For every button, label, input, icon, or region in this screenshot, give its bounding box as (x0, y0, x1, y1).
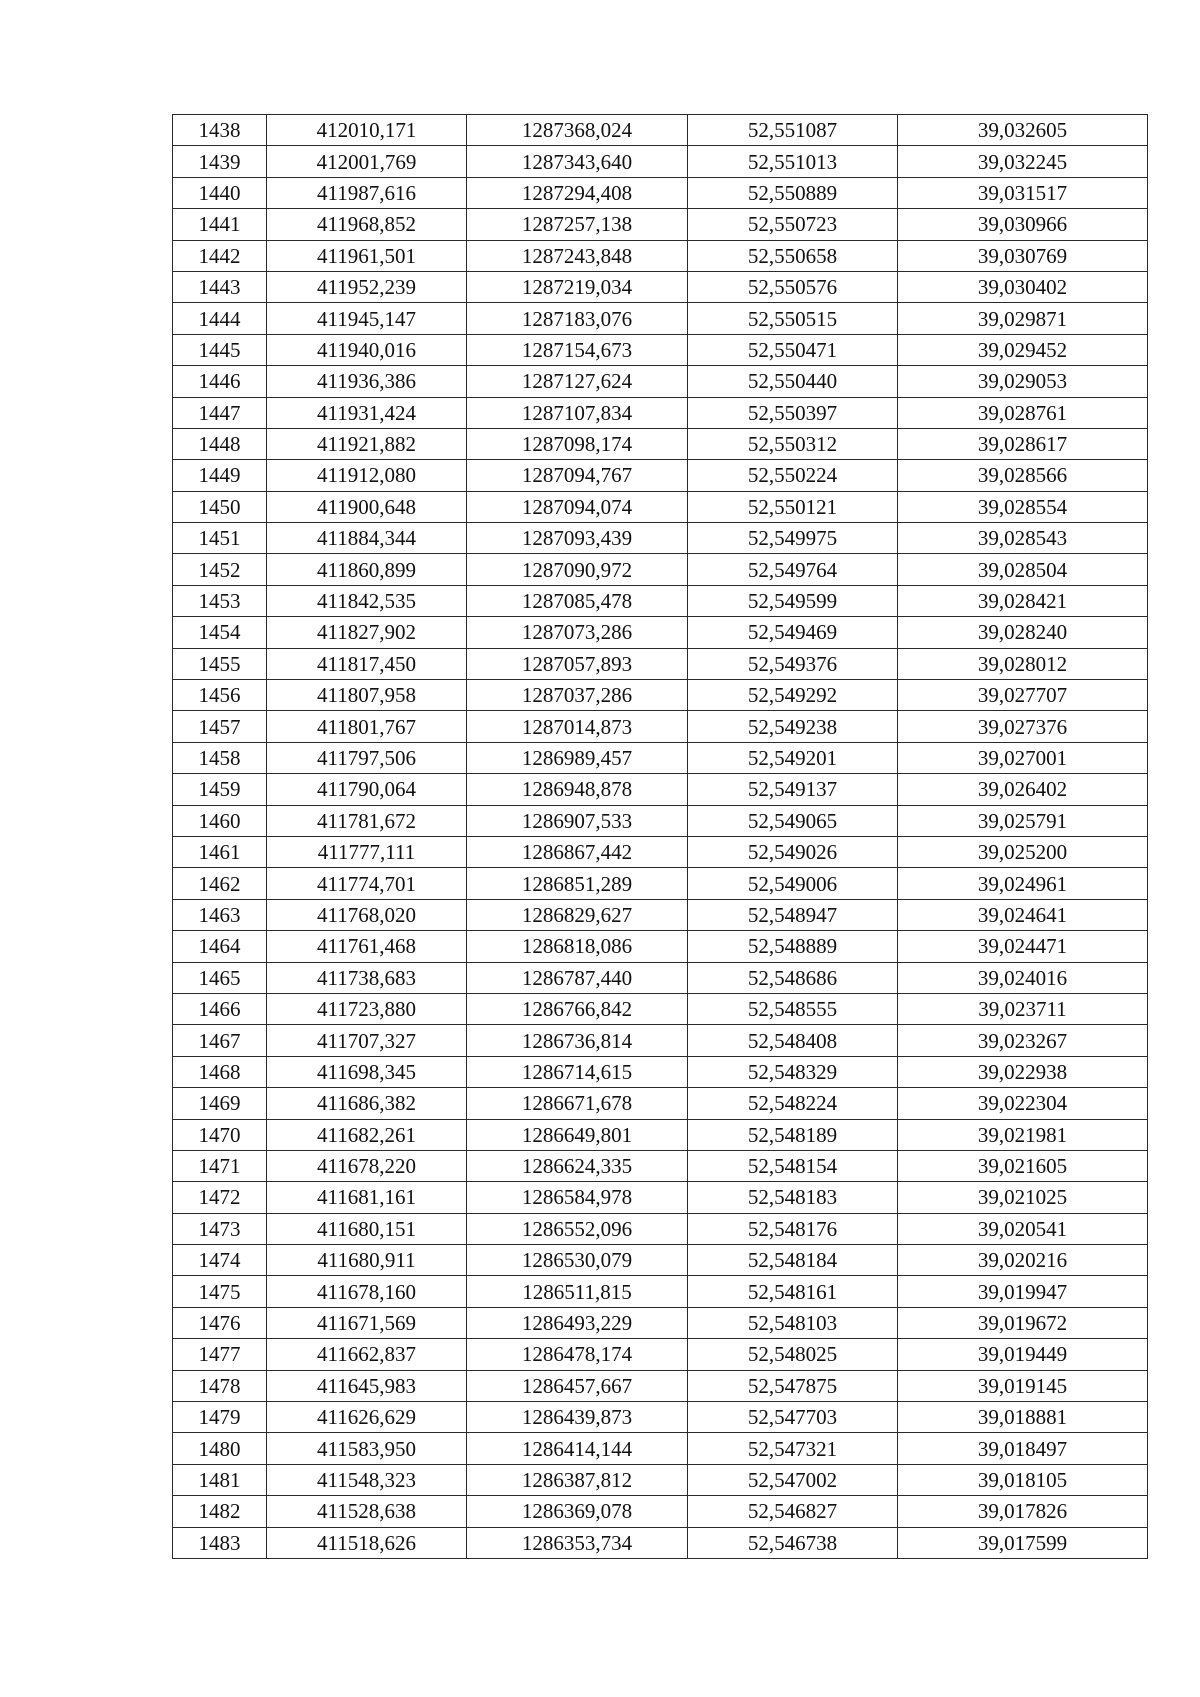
table-row (173, 397, 1148, 428)
longitude-cell: 39,028617 (898, 428, 1148, 459)
x-coordinate-cell: 411518,626 (267, 1527, 467, 1558)
latitude-cell: 52,551013 (688, 146, 898, 177)
latitude-cell: 52,548686 (688, 962, 898, 993)
point-number-cell: 1456 (173, 680, 267, 711)
point-number-cell: 1474 (173, 1245, 267, 1276)
longitude-cell: 39,026402 (898, 774, 1148, 805)
longitude-cell: 39,032605 (898, 115, 1148, 146)
latitude-cell: 52,550471 (688, 334, 898, 365)
table-row (173, 523, 1148, 554)
x-coordinate-cell: 411671,569 (267, 1307, 467, 1338)
x-coordinate-cell: 411761,468 (267, 931, 467, 962)
longitude-cell: 39,020541 (898, 1213, 1148, 1244)
latitude-cell: 52,550224 (688, 460, 898, 491)
y-coordinate-cell: 1287107,834 (467, 397, 688, 428)
x-coordinate-cell: 411807,958 (267, 680, 467, 711)
y-coordinate-cell: 1286457,667 (467, 1370, 688, 1401)
y-coordinate-cell: 1286714,615 (467, 1056, 688, 1087)
point-number-cell: 1447 (173, 397, 267, 428)
x-coordinate-cell: 411645,983 (267, 1370, 467, 1401)
point-number-cell: 1466 (173, 993, 267, 1024)
latitude-cell: 52,548154 (688, 1150, 898, 1181)
y-coordinate-cell: 1286989,457 (467, 742, 688, 773)
latitude-cell: 52,547703 (688, 1402, 898, 1433)
longitude-cell: 39,017826 (898, 1496, 1148, 1527)
table-row (173, 428, 1148, 459)
point-number-cell: 1477 (173, 1339, 267, 1370)
point-number-cell: 1446 (173, 366, 267, 397)
x-coordinate-cell: 411738,683 (267, 962, 467, 993)
latitude-cell: 52,550121 (688, 491, 898, 522)
y-coordinate-cell: 1286387,812 (467, 1464, 688, 1495)
longitude-cell: 39,025200 (898, 836, 1148, 867)
table-row (173, 1245, 1148, 1276)
latitude-cell: 52,547321 (688, 1433, 898, 1464)
point-number-cell: 1459 (173, 774, 267, 805)
y-coordinate-cell: 1287183,076 (467, 303, 688, 334)
latitude-cell: 52,547875 (688, 1370, 898, 1401)
y-coordinate-cell: 1286787,440 (467, 962, 688, 993)
x-coordinate-cell: 412001,769 (267, 146, 467, 177)
table-row (173, 240, 1148, 271)
x-coordinate-cell: 411827,902 (267, 617, 467, 648)
latitude-cell: 52,548947 (688, 899, 898, 930)
coordinates-table-body (173, 115, 1148, 1559)
point-number-cell: 1460 (173, 805, 267, 836)
point-number-cell: 1448 (173, 428, 267, 459)
x-coordinate-cell: 411678,160 (267, 1276, 467, 1307)
x-coordinate-cell: 411548,323 (267, 1464, 467, 1495)
y-coordinate-cell: 1286530,079 (467, 1245, 688, 1276)
x-coordinate-cell: 411528,638 (267, 1496, 467, 1527)
y-coordinate-cell: 1287037,286 (467, 680, 688, 711)
latitude-cell: 52,548329 (688, 1056, 898, 1087)
longitude-cell: 39,022304 (898, 1088, 1148, 1119)
latitude-cell: 52,550723 (688, 209, 898, 240)
point-number-cell: 1472 (173, 1182, 267, 1213)
longitude-cell: 39,024641 (898, 899, 1148, 930)
x-coordinate-cell: 411781,672 (267, 805, 467, 836)
table-row (173, 742, 1148, 773)
latitude-cell: 52,549137 (688, 774, 898, 805)
table-row (173, 648, 1148, 679)
y-coordinate-cell: 1287094,767 (467, 460, 688, 491)
point-number-cell: 1461 (173, 836, 267, 867)
latitude-cell: 52,548176 (688, 1213, 898, 1244)
longitude-cell: 39,029452 (898, 334, 1148, 365)
x-coordinate-cell: 412010,171 (267, 115, 467, 146)
x-coordinate-cell: 411662,837 (267, 1339, 467, 1370)
point-number-cell: 1481 (173, 1464, 267, 1495)
x-coordinate-cell: 411681,161 (267, 1182, 467, 1213)
table-row (173, 1370, 1148, 1401)
longitude-cell: 39,030966 (898, 209, 1148, 240)
longitude-cell: 39,019145 (898, 1370, 1148, 1401)
x-coordinate-cell: 411707,327 (267, 1025, 467, 1056)
latitude-cell: 52,549238 (688, 711, 898, 742)
latitude-cell: 52,549975 (688, 523, 898, 554)
coordinates-table (172, 114, 1148, 1559)
point-number-cell: 1479 (173, 1402, 267, 1433)
table-row (173, 1056, 1148, 1087)
point-number-cell: 1468 (173, 1056, 267, 1087)
latitude-cell: 52,548161 (688, 1276, 898, 1307)
y-coordinate-cell: 1286671,678 (467, 1088, 688, 1119)
longitude-cell: 39,028566 (898, 460, 1148, 491)
longitude-cell: 39,029053 (898, 366, 1148, 397)
x-coordinate-cell: 411723,880 (267, 993, 467, 1024)
table-row (173, 711, 1148, 742)
point-number-cell: 1457 (173, 711, 267, 742)
longitude-cell: 39,023267 (898, 1025, 1148, 1056)
table-row (173, 303, 1148, 334)
point-number-cell: 1443 (173, 271, 267, 302)
point-number-cell: 1438 (173, 115, 267, 146)
longitude-cell: 39,028240 (898, 617, 1148, 648)
latitude-cell: 52,550658 (688, 240, 898, 271)
point-number-cell: 1458 (173, 742, 267, 773)
y-coordinate-cell: 1287343,640 (467, 146, 688, 177)
latitude-cell: 52,550576 (688, 271, 898, 302)
y-coordinate-cell: 1287014,873 (467, 711, 688, 742)
y-coordinate-cell: 1286818,086 (467, 931, 688, 962)
x-coordinate-cell: 411987,616 (267, 177, 467, 208)
y-coordinate-cell: 1286552,096 (467, 1213, 688, 1244)
x-coordinate-cell: 411626,629 (267, 1402, 467, 1433)
table-row (173, 585, 1148, 616)
point-number-cell: 1465 (173, 962, 267, 993)
y-coordinate-cell: 1286493,229 (467, 1307, 688, 1338)
table-row (173, 1119, 1148, 1150)
latitude-cell: 52,548183 (688, 1182, 898, 1213)
table-row (173, 774, 1148, 805)
x-coordinate-cell: 411952,239 (267, 271, 467, 302)
latitude-cell: 52,549006 (688, 868, 898, 899)
table-row (173, 271, 1148, 302)
point-number-cell: 1452 (173, 554, 267, 585)
latitude-cell: 52,549764 (688, 554, 898, 585)
x-coordinate-cell: 411940,016 (267, 334, 467, 365)
longitude-cell: 39,032245 (898, 146, 1148, 177)
x-coordinate-cell: 411936,386 (267, 366, 467, 397)
y-coordinate-cell: 1286766,842 (467, 993, 688, 1024)
table-row (173, 1025, 1148, 1056)
longitude-cell: 39,018105 (898, 1464, 1148, 1495)
y-coordinate-cell: 1287094,074 (467, 491, 688, 522)
longitude-cell: 39,024471 (898, 931, 1148, 962)
latitude-cell: 52,548889 (688, 931, 898, 962)
latitude-cell: 52,549026 (688, 836, 898, 867)
latitude-cell: 52,548189 (688, 1119, 898, 1150)
table-row (173, 366, 1148, 397)
x-coordinate-cell: 411680,911 (267, 1245, 467, 1276)
table-row (173, 931, 1148, 962)
point-number-cell: 1463 (173, 899, 267, 930)
table-row (173, 334, 1148, 365)
x-coordinate-cell: 411790,064 (267, 774, 467, 805)
table-row (173, 1402, 1148, 1433)
longitude-cell: 39,028543 (898, 523, 1148, 554)
table-row (173, 868, 1148, 899)
latitude-cell: 52,549292 (688, 680, 898, 711)
x-coordinate-cell: 411884,344 (267, 523, 467, 554)
table-row (173, 836, 1148, 867)
longitude-cell: 39,023711 (898, 993, 1148, 1024)
point-number-cell: 1480 (173, 1433, 267, 1464)
x-coordinate-cell: 411931,424 (267, 397, 467, 428)
longitude-cell: 39,018881 (898, 1402, 1148, 1433)
point-number-cell: 1475 (173, 1276, 267, 1307)
y-coordinate-cell: 1286948,878 (467, 774, 688, 805)
y-coordinate-cell: 1286907,533 (467, 805, 688, 836)
point-number-cell: 1455 (173, 648, 267, 679)
table-row (173, 146, 1148, 177)
longitude-cell: 39,029871 (898, 303, 1148, 334)
longitude-cell: 39,028504 (898, 554, 1148, 585)
longitude-cell: 39,025791 (898, 805, 1148, 836)
x-coordinate-cell: 411945,147 (267, 303, 467, 334)
x-coordinate-cell: 411801,767 (267, 711, 467, 742)
table-row (173, 115, 1148, 146)
point-number-cell: 1442 (173, 240, 267, 271)
y-coordinate-cell: 1287093,439 (467, 523, 688, 554)
y-coordinate-cell: 1287368,024 (467, 115, 688, 146)
x-coordinate-cell: 411900,648 (267, 491, 467, 522)
x-coordinate-cell: 411961,501 (267, 240, 467, 271)
table-row (173, 209, 1148, 240)
y-coordinate-cell: 1287085,478 (467, 585, 688, 616)
y-coordinate-cell: 1286624,335 (467, 1150, 688, 1181)
point-number-cell: 1482 (173, 1496, 267, 1527)
longitude-cell: 39,028421 (898, 585, 1148, 616)
table-row (173, 1150, 1148, 1181)
point-number-cell: 1444 (173, 303, 267, 334)
latitude-cell: 52,551087 (688, 115, 898, 146)
y-coordinate-cell: 1287127,624 (467, 366, 688, 397)
latitude-cell: 52,550312 (688, 428, 898, 459)
table-row (173, 1339, 1148, 1370)
point-number-cell: 1449 (173, 460, 267, 491)
longitude-cell: 39,021981 (898, 1119, 1148, 1150)
latitude-cell: 52,548408 (688, 1025, 898, 1056)
y-coordinate-cell: 1287090,972 (467, 554, 688, 585)
y-coordinate-cell: 1287098,174 (467, 428, 688, 459)
y-coordinate-cell: 1286439,873 (467, 1402, 688, 1433)
point-number-cell: 1473 (173, 1213, 267, 1244)
point-number-cell: 1478 (173, 1370, 267, 1401)
longitude-cell: 39,027376 (898, 711, 1148, 742)
longitude-cell: 39,024961 (898, 868, 1148, 899)
x-coordinate-cell: 411678,220 (267, 1150, 467, 1181)
x-coordinate-cell: 411774,701 (267, 868, 467, 899)
x-coordinate-cell: 411968,852 (267, 209, 467, 240)
x-coordinate-cell: 411921,882 (267, 428, 467, 459)
table-row (173, 460, 1148, 491)
x-coordinate-cell: 411777,111 (267, 836, 467, 867)
table-row (173, 1276, 1148, 1307)
longitude-cell: 39,024016 (898, 962, 1148, 993)
longitude-cell: 39,031517 (898, 177, 1148, 208)
table-row (173, 805, 1148, 836)
latitude-cell: 52,550515 (688, 303, 898, 334)
y-coordinate-cell: 1287219,034 (467, 271, 688, 302)
point-number-cell: 1440 (173, 177, 267, 208)
x-coordinate-cell: 411698,345 (267, 1056, 467, 1087)
point-number-cell: 1464 (173, 931, 267, 962)
point-number-cell: 1471 (173, 1150, 267, 1181)
table-row (173, 1182, 1148, 1213)
y-coordinate-cell: 1286584,978 (467, 1182, 688, 1213)
x-coordinate-cell: 411768,020 (267, 899, 467, 930)
point-number-cell: 1483 (173, 1527, 267, 1558)
y-coordinate-cell: 1286829,627 (467, 899, 688, 930)
y-coordinate-cell: 1286851,289 (467, 868, 688, 899)
longitude-cell: 39,019672 (898, 1307, 1148, 1338)
x-coordinate-cell: 411817,450 (267, 648, 467, 679)
table-row (173, 899, 1148, 930)
point-number-cell: 1453 (173, 585, 267, 616)
longitude-cell: 39,019947 (898, 1276, 1148, 1307)
latitude-cell: 52,548103 (688, 1307, 898, 1338)
y-coordinate-cell: 1286353,734 (467, 1527, 688, 1558)
x-coordinate-cell: 411680,151 (267, 1213, 467, 1244)
table-row (173, 554, 1148, 585)
table-row (173, 617, 1148, 648)
point-number-cell: 1469 (173, 1088, 267, 1119)
table-row (173, 962, 1148, 993)
point-number-cell: 1439 (173, 146, 267, 177)
table-row (173, 1213, 1148, 1244)
y-coordinate-cell: 1287257,138 (467, 209, 688, 240)
x-coordinate-cell: 411912,080 (267, 460, 467, 491)
latitude-cell: 52,550440 (688, 366, 898, 397)
longitude-cell: 39,030769 (898, 240, 1148, 271)
x-coordinate-cell: 411583,950 (267, 1433, 467, 1464)
point-number-cell: 1450 (173, 491, 267, 522)
x-coordinate-cell: 411682,261 (267, 1119, 467, 1150)
longitude-cell: 39,030402 (898, 271, 1148, 302)
latitude-cell: 52,549469 (688, 617, 898, 648)
y-coordinate-cell: 1286478,174 (467, 1339, 688, 1370)
longitude-cell: 39,022938 (898, 1056, 1148, 1087)
latitude-cell: 52,546738 (688, 1527, 898, 1558)
point-number-cell: 1462 (173, 868, 267, 899)
latitude-cell: 52,550889 (688, 177, 898, 208)
point-number-cell: 1454 (173, 617, 267, 648)
y-coordinate-cell: 1287294,408 (467, 177, 688, 208)
x-coordinate-cell: 411797,506 (267, 742, 467, 773)
point-number-cell: 1467 (173, 1025, 267, 1056)
latitude-cell: 52,549065 (688, 805, 898, 836)
y-coordinate-cell: 1286414,144 (467, 1433, 688, 1464)
longitude-cell: 39,019449 (898, 1339, 1148, 1370)
y-coordinate-cell: 1286649,801 (467, 1119, 688, 1150)
y-coordinate-cell: 1287154,673 (467, 334, 688, 365)
longitude-cell: 39,018497 (898, 1433, 1148, 1464)
point-number-cell: 1451 (173, 523, 267, 554)
latitude-cell: 52,546827 (688, 1496, 898, 1527)
x-coordinate-cell: 411686,382 (267, 1088, 467, 1119)
latitude-cell: 52,548224 (688, 1088, 898, 1119)
longitude-cell: 39,027707 (898, 680, 1148, 711)
latitude-cell: 52,549599 (688, 585, 898, 616)
table-row (173, 1307, 1148, 1338)
table-row (173, 1088, 1148, 1119)
y-coordinate-cell: 1287057,893 (467, 648, 688, 679)
longitude-cell: 39,028761 (898, 397, 1148, 428)
latitude-cell: 52,548184 (688, 1245, 898, 1276)
x-coordinate-cell: 411860,899 (267, 554, 467, 585)
table-row (173, 680, 1148, 711)
point-number-cell: 1476 (173, 1307, 267, 1338)
longitude-cell: 39,028554 (898, 491, 1148, 522)
y-coordinate-cell: 1286369,078 (467, 1496, 688, 1527)
table-row (173, 1464, 1148, 1495)
table-row (173, 1433, 1148, 1464)
y-coordinate-cell: 1286736,814 (467, 1025, 688, 1056)
latitude-cell: 52,548025 (688, 1339, 898, 1370)
longitude-cell: 39,020216 (898, 1245, 1148, 1276)
longitude-cell: 39,021025 (898, 1182, 1148, 1213)
y-coordinate-cell: 1287073,286 (467, 617, 688, 648)
latitude-cell: 52,549376 (688, 648, 898, 679)
latitude-cell: 52,547002 (688, 1464, 898, 1495)
y-coordinate-cell: 1286511,815 (467, 1276, 688, 1307)
point-number-cell: 1470 (173, 1119, 267, 1150)
latitude-cell: 52,550397 (688, 397, 898, 428)
table-row (173, 1496, 1148, 1527)
longitude-cell: 39,027001 (898, 742, 1148, 773)
table-row (173, 491, 1148, 522)
y-coordinate-cell: 1286867,442 (467, 836, 688, 867)
table-row (173, 177, 1148, 208)
longitude-cell: 39,017599 (898, 1527, 1148, 1558)
longitude-cell: 39,021605 (898, 1150, 1148, 1181)
x-coordinate-cell: 411842,535 (267, 585, 467, 616)
latitude-cell: 52,548555 (688, 993, 898, 1024)
point-number-cell: 1445 (173, 334, 267, 365)
point-number-cell: 1441 (173, 209, 267, 240)
latitude-cell: 52,549201 (688, 742, 898, 773)
table-row (173, 1527, 1148, 1558)
longitude-cell: 39,028012 (898, 648, 1148, 679)
y-coordinate-cell: 1287243,848 (467, 240, 688, 271)
table-row (173, 993, 1148, 1024)
